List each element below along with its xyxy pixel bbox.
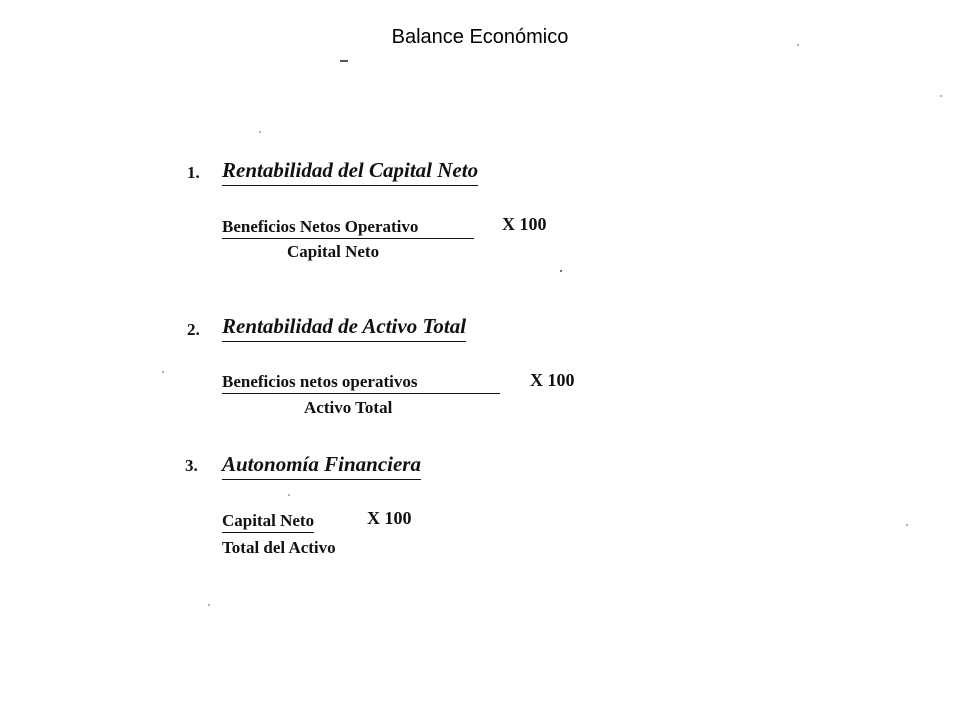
formula-heading: Rentabilidad del Capital Neto [222, 158, 478, 186]
formula-number: 1. [187, 163, 200, 182]
formula-numerator: Beneficios netos operativos [222, 372, 500, 394]
scan-speck [208, 604, 210, 606]
slide-title: Balance Económico [391, 26, 569, 48]
scan-speck [259, 131, 261, 133]
formula-heading: Autonomía Financiera [222, 452, 421, 480]
formula-number: 3. [185, 456, 198, 475]
formula-multiplier: X 100 [502, 214, 547, 234]
scan-speck [162, 371, 164, 373]
formula-multiplier: X 100 [367, 508, 412, 528]
scan-mark [340, 60, 348, 62]
formula-multiplier: X 100 [530, 370, 575, 390]
scan-speck [560, 270, 562, 272]
scan-speck [906, 524, 908, 526]
scan-speck [288, 494, 290, 496]
formula-number: 2. [187, 320, 200, 339]
formula-numerator: Capital Neto [222, 511, 314, 533]
scan-speck [797, 44, 799, 46]
formula-denominator: Activo Total [304, 398, 393, 417]
formula-heading: Rentabilidad de Activo Total [222, 314, 466, 342]
scan-speck [940, 95, 942, 97]
formula-denominator: Capital Neto [287, 242, 380, 261]
formula-numerator: Beneficios Netos Operativo [222, 217, 474, 239]
formula-denominator: Total del Activo [222, 538, 336, 557]
